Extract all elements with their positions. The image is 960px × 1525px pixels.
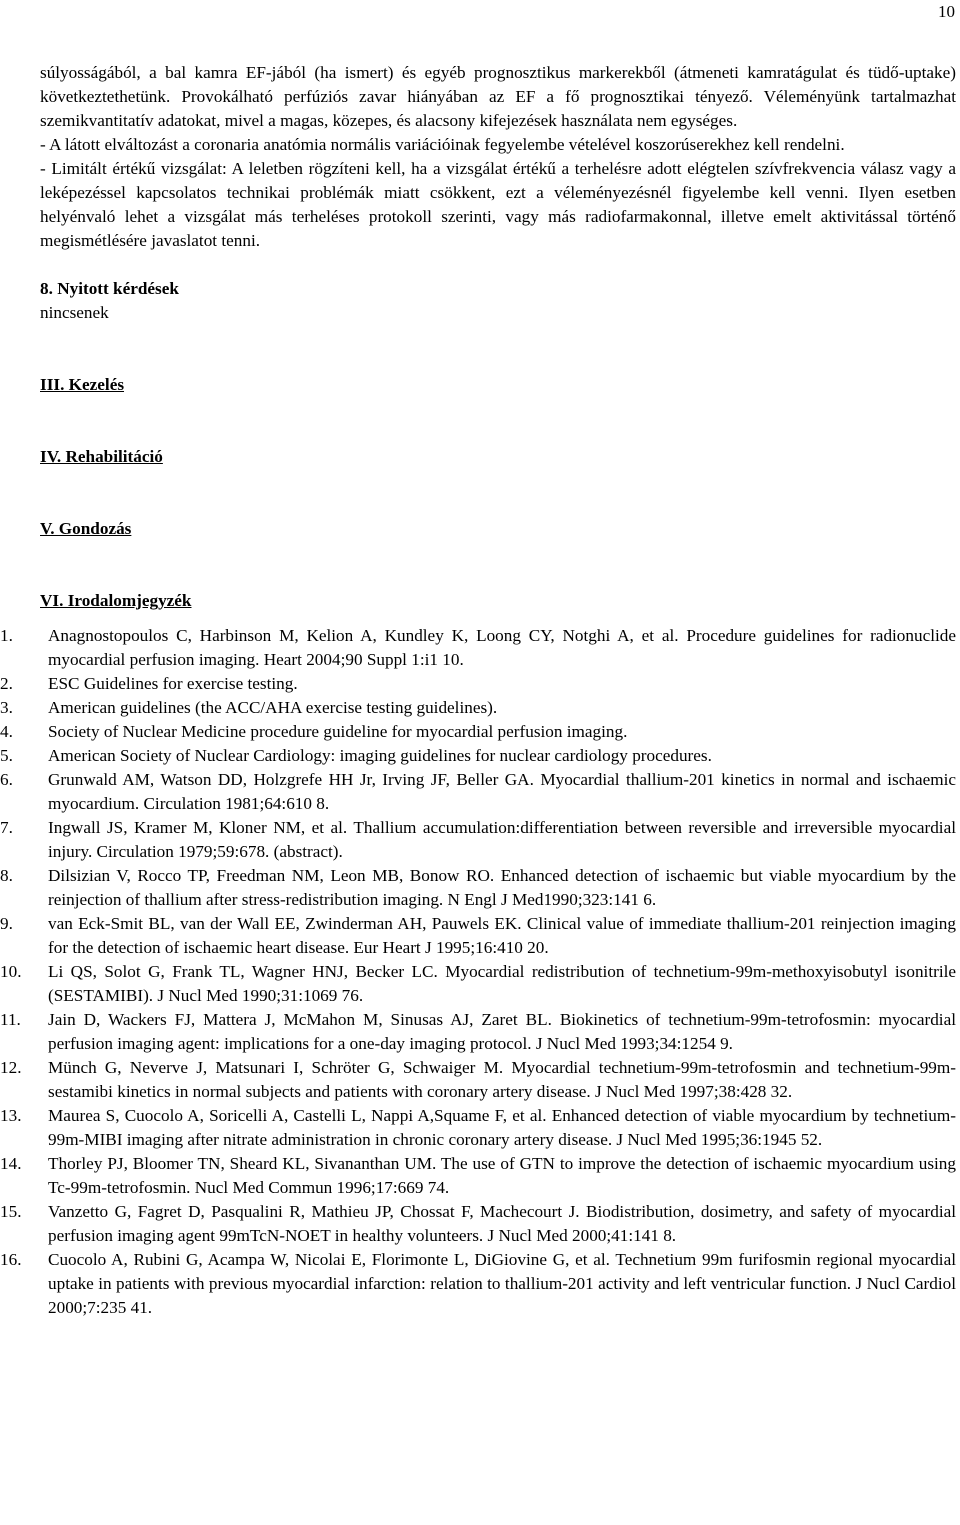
reference-number: 11. bbox=[0, 1010, 21, 1029]
reference-item bbox=[0, 960, 956, 1008]
reference-item bbox=[0, 1200, 956, 1248]
reference-text: Ingwall JS, Kramer M, Kloner NM, et al. Thallium accumulation:differentiation between reversible and irreversible myocardial injury. Circulation 1979;59:678. (abstract). bbox=[48, 818, 956, 861]
reference-item bbox=[0, 624, 956, 672]
reference-number: 3. bbox=[0, 698, 13, 717]
reference-number: 5. bbox=[0, 746, 13, 765]
reference-list bbox=[0, 624, 956, 1320]
reference-number: 1. bbox=[0, 626, 13, 645]
reference-number: 15. bbox=[0, 1202, 22, 1221]
reference-number: 6. bbox=[0, 770, 13, 789]
reference-text: Society of Nuclear Medicine procedure guideline for myocardial perfusion imaging. bbox=[48, 722, 628, 741]
reference-text: Cuocolo A, Rubini G, Acampa W, Nicolai E, Florimonte L, DiGiovine G, et al. Technetium 99m furifosmin regional myocardial uptake in patients with previous myocardial infarction: relation to thallium-201 activity and left ventricular function. J Nucl Cardiol 2000;7:235 41. bbox=[48, 1250, 956, 1317]
reference-number: 4. bbox=[0, 722, 13, 741]
reference-number: 2. bbox=[0, 674, 13, 693]
reference-text: American Society of Nuclear Cardiology: imaging guidelines for nuclear cardiology procedures. bbox=[48, 746, 712, 765]
reference-item bbox=[0, 1104, 956, 1152]
paragraph-prognosis: súlyosságából, a bal kamra EF-jából (ha ismert) és egyéb prognosztikus markerekből (átmeneti kamratágulat és tüdő-uptake) következtethetünk. Provokálható perfúziós zavar hiányában az EF a fő prognosztikai tényező. Véleményünk tartalmazhat szemikvantitatív adatokat, mivel a magas, közepes, és alacsony kifejezések használata nem egységes. bbox=[40, 63, 956, 130]
reference-text: Münch G, Neverve J, Matsunari I, Schröter G, Schwaiger M. Myocardial technetium-99m-tetrofosmin and technetium-99m-sestamibi kinetics in normal subjects and patients with coronary artery disease. J Nucl Med 1997;38:428 32. bbox=[48, 1058, 956, 1101]
reference-item bbox=[0, 912, 956, 960]
reference-item bbox=[0, 1056, 956, 1104]
reference-item bbox=[0, 696, 956, 720]
reference-text: Li QS, Solot G, Frank TL, Wagner HNJ, Becker LC. Myocardial redistribution of technetium-99m-methoxyisobutyl isonitrile (SESTAMIBI). J Nucl Med 1990;31:1069 76. bbox=[48, 962, 956, 1005]
reference-text: ESC Guidelines for exercise testing. bbox=[48, 674, 298, 693]
reference-text: van Eck-Smit BL, van der Wall EE, Zwinderman AH, Pauwels EK. Clinical value of immediate thallium-201 reinjection imaging for the detection of ischaemic heart disease. Eur Heart J 1995;16:410 20. bbox=[48, 914, 956, 957]
reference-text: Maurea S, Cuocolo A, Soricelli A, Castelli L, Nappi A,Squame F, et al. Enhanced detection of viable myocardium by technetium-99m-MIBI imaging after nitrate administration in chronic coronary artery disease. J Nucl Med 1995;36:1945 52. bbox=[48, 1106, 956, 1149]
reference-item bbox=[0, 1008, 956, 1056]
reference-number: 13. bbox=[0, 1106, 22, 1125]
reference-number: 8. bbox=[0, 866, 13, 885]
reference-item bbox=[0, 672, 956, 696]
section-8-heading: 8. Nyitott kérdések bbox=[40, 279, 179, 298]
section-rehabilitacio-heading: IV. Rehabilitáció bbox=[40, 447, 163, 466]
page-content bbox=[0, 61, 956, 1320]
reference-text: American guidelines (the ACC/AHA exercise testing guidelines). bbox=[48, 698, 498, 717]
reference-text: Vanzetto G, Fagret D, Pasqualini R, Mathieu JP, Chossat F, Machecourt J. Biodistribution, dosimetry, and safety of myocardial perfusion imaging agent 99mTcN-NOET in healthy volunteers. J Nucl Med 2000;41:141 8. bbox=[48, 1202, 956, 1245]
reference-text: Dilsizian V, Rocco TP, Freedman NM, Leon MB, Bonow RO. Enhanced detection of ischaemic but viable myocardium by the reinjection of thallium after stress-redistribution imaging. N Engl J Med1990;323:141 6. bbox=[48, 866, 956, 909]
paragraph-limited-value: - Limitált értékű vizsgálat: A leletben rögzíteni kell, ha a vizsgálat értékű a terhelésre adott elégtelen szívfrekvencia válasz vagy a leképezéssel kapcsolatos technikai problémák miatt csökkent, ezt a véleményezésnél figyelembe kell venni. Ilyen esetben helyénvaló lehet a vizsgálat más terheléses protokoll szerinti, vagy más radiofarmakonnal, illetve emelt aktivitással történő megismétlésére javaslatot tenni. bbox=[40, 159, 956, 250]
section-irodalomjegyzek-heading: VI. Irodalomjegyzék bbox=[40, 591, 192, 610]
reference-number: 16. bbox=[0, 1250, 22, 1269]
reference-item bbox=[0, 720, 956, 744]
reference-text: Anagnostopoulos C, Harbinson M, Kelion A, Kundley K, Loong CY, Notghi A, et al. Procedure guidelines for radionuclide myocardial perfusion imaging. Heart 2004;90 Suppl 1:i1 10. bbox=[48, 626, 956, 669]
section-8-body: nincsenek bbox=[40, 303, 109, 322]
reference-text: Jain D, Wackers FJ, Mattera J, McMahon M, Sinusas AJ, Zaret BL. Biokinetics of technetium-99m-tetrofosmin: myocardial perfusion imaging agent: implications for a one-day imaging protocol. J Nucl Med 1993;34:1254 9. bbox=[48, 1010, 956, 1053]
reference-number: 14. bbox=[0, 1154, 22, 1173]
reference-number: 10. bbox=[0, 962, 22, 981]
section-kezeles-heading: III. Kezelés bbox=[40, 375, 125, 394]
reference-item bbox=[0, 744, 956, 768]
reference-item bbox=[0, 1248, 956, 1320]
page-number: 10 bbox=[938, 2, 955, 21]
reference-number: 9. bbox=[0, 914, 13, 933]
reference-item bbox=[0, 1152, 956, 1200]
reference-number: 12. bbox=[0, 1058, 22, 1077]
reference-text: Thorley PJ, Bloomer TN, Sheard KL, Sivananthan UM. The use of GTN to improve the detection of ischaemic myocardium using Tc-99m-tetrofosmin. Nucl Med Commun 1996;17:669 74. bbox=[48, 1154, 956, 1197]
paragraph-coronary: - A látott elváltozást a coronaria anatómia normális variációinak fegyelembe vételével koszorúserekhez kell rendelni. bbox=[40, 135, 845, 154]
reference-item bbox=[0, 768, 956, 816]
section-gondozas-heading: V. Gondozás bbox=[40, 519, 132, 538]
reference-text: Grunwald AM, Watson DD, Holzgrefe HH Jr, Irving JF, Beller GA. Myocardial thallium-201 kinetics in normal and ischaemic myocardium. Circulation 1981;64:610 8. bbox=[48, 770, 956, 813]
reference-item bbox=[0, 864, 956, 912]
reference-number: 7. bbox=[0, 818, 13, 837]
reference-item bbox=[0, 816, 956, 864]
